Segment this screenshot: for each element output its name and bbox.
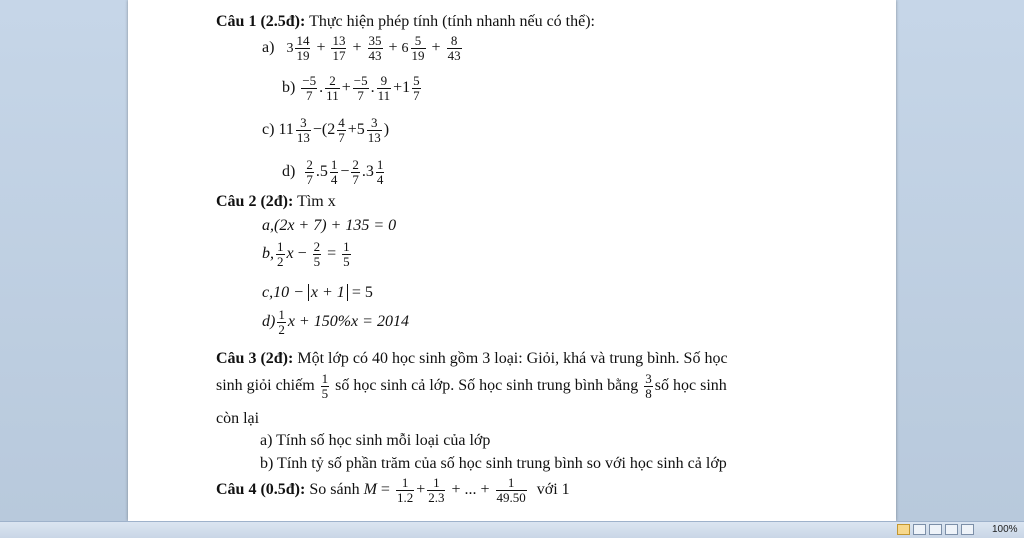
q3-line3 bbox=[216, 408, 886, 430]
q2-b-label: b, bbox=[262, 244, 274, 262]
q3-line3-text: còn lại bbox=[216, 410, 260, 427]
document-content bbox=[216, 12, 886, 516]
q2-heading: Câu 2 (2đ): bbox=[216, 193, 294, 210]
q3-heading: Câu 3 (2đ): bbox=[216, 350, 294, 367]
q4-dots: + ... + bbox=[447, 480, 494, 498]
q1-a-label: a) bbox=[262, 38, 275, 56]
view-mode-buttons bbox=[897, 524, 974, 535]
zoom-level[interactable]: 100% bbox=[992, 524, 1018, 535]
q4-m: M bbox=[363, 480, 377, 498]
workspace-left bbox=[0, 0, 128, 521]
q4-heading: Câu 4 (0.5đ): bbox=[216, 480, 306, 498]
q2-a bbox=[262, 212, 886, 240]
q1-c: c) 11 $\frac{3}{13}$ −(2 $\frac{4}{7}$ +5 $\frac{3}{13}$ ) bbox=[262, 115, 390, 145]
q2-c bbox=[262, 278, 886, 308]
print-layout-icon[interactable] bbox=[897, 524, 910, 535]
q2-c-abs: x + 1 bbox=[308, 284, 348, 301]
q3-b-text: b) Tính tỷ số phần trăm của số học sinh trung bình so với học sinh cả lớp bbox=[260, 455, 727, 472]
q2-d-text: x + 150%x = 2014 bbox=[287, 312, 409, 330]
q1-b-label: b) bbox=[282, 78, 296, 96]
status-bar bbox=[0, 521, 1024, 538]
q4-text: So sánh bbox=[309, 480, 360, 498]
q1-d-label: d) bbox=[282, 162, 296, 180]
q4-tail: với 1 bbox=[536, 480, 570, 498]
q2-text: Tìm x bbox=[297, 193, 336, 210]
draft-icon[interactable] bbox=[961, 524, 974, 535]
full-screen-reading-icon[interactable] bbox=[913, 524, 926, 535]
q3-line1-text: Một lớp có 40 học sinh gồm 3 loại: Giỏi, khá và trung bình. Số học bbox=[297, 350, 728, 367]
q1-a: a) 3 $\frac{14}{19}$ + $\frac{13}{17}$ + $\frac{35}{43}$ + 6 $\frac{5}{19}$ + $\frac{8}{43}$ bbox=[262, 33, 461, 63]
q3-line2b: số học sinh cả lớp. Số học sinh trung bình bằng bbox=[335, 376, 639, 394]
q1-text: Thực hiện phép tính (tính nhanh nếu có thể): bbox=[309, 13, 595, 30]
q3-line1 bbox=[216, 346, 886, 372]
q2-d: d) $\frac{1}{2}$ x + 150%x = 2014 bbox=[262, 307, 409, 337]
document-page[interactable] bbox=[128, 0, 896, 521]
q1-heading: Câu 1 (2.5đ): bbox=[216, 13, 306, 30]
q2-d-label: d) bbox=[262, 312, 276, 330]
q1-b: b) $\frac{-5}{7}$ . $\frac{2}{11}$ + $\frac{-5}{7}$ . $\frac{9}{11}$ +1 $\frac{5}{7}$ bbox=[282, 73, 420, 103]
q3-a bbox=[260, 430, 886, 452]
q1-heading-line bbox=[216, 12, 886, 34]
q1-d: d) $\frac{2}{7}$ .5 $\frac{1}{4}$ − $\frac{2}{7}$ .3 $\frac{1}{4}$ bbox=[282, 157, 384, 187]
q2-b: b, $\frac{1}{2}$ x − $\frac{2}{5}$ = $\frac{1}{5}$ bbox=[262, 239, 350, 269]
workspace-right bbox=[896, 0, 1024, 521]
q2-a-text: a,(2x + 7) + 135 = 0 bbox=[262, 217, 397, 234]
web-layout-icon[interactable] bbox=[929, 524, 942, 535]
q3-b bbox=[260, 452, 886, 476]
q3-line2a: sinh giỏi chiếm bbox=[216, 376, 315, 394]
q3-line2c: số học sinh bbox=[654, 376, 727, 394]
q2-c-suffix: = 5 bbox=[347, 284, 373, 301]
q4-eq: = bbox=[376, 480, 394, 498]
q3-a-text: a) Tính số học sinh mỗi loại của lớp bbox=[260, 432, 491, 449]
q3-line2: sinh giỏi chiếm $\frac{1}{5}$ số học sinh cả lớp. Số học sinh trung bình bằng $\frac{3}{8}$ số học sinh bbox=[216, 371, 727, 401]
q2-heading-line bbox=[216, 192, 886, 212]
q4-line: Câu 4 (0.5đ): So sánh M = $\frac{1}{1.2}$ + $\frac{1}{2.3}$ + ... + $\frac{1}{49.50}$ với 1 bbox=[216, 475, 570, 505]
q1-c-label: c) bbox=[262, 120, 275, 138]
outline-icon[interactable] bbox=[945, 524, 958, 535]
q2-c-label: c,10 − bbox=[262, 284, 308, 301]
